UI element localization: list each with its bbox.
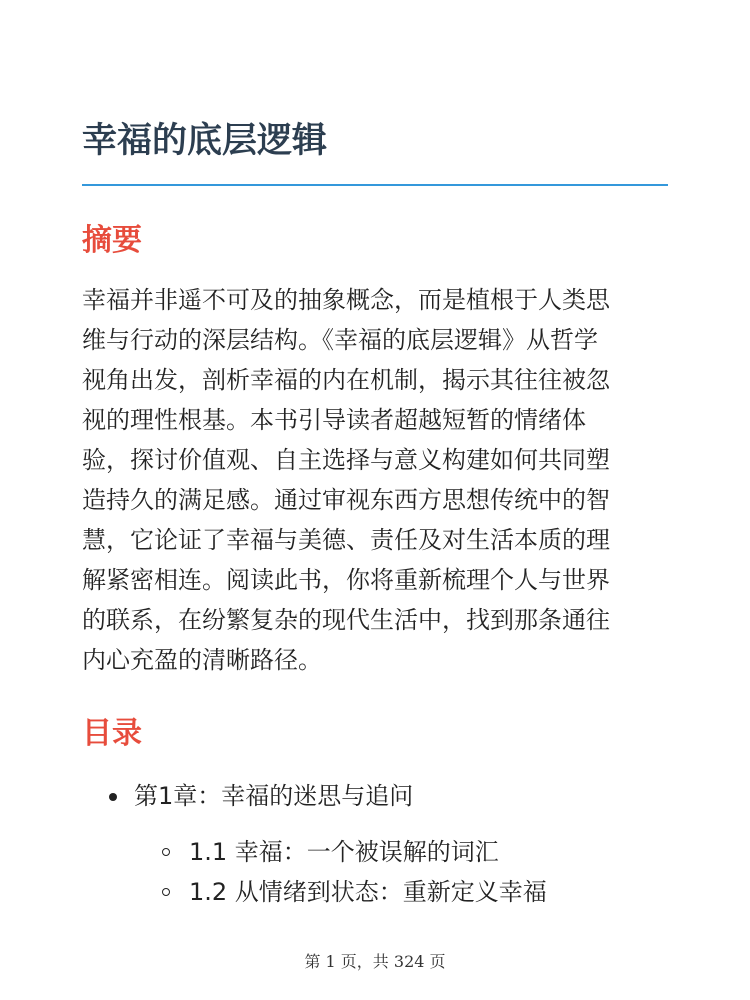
summary-line: 幸福并非遥不可及的抽象概念，而是植根于人类思	[82, 286, 610, 314]
toc-heading: 目录	[82, 716, 142, 751]
summary-paragraph	[82, 280, 668, 680]
toc-section-label: 1.1 幸福：一个被误解的词汇	[189, 838, 499, 866]
summary-line: 解紧密相连。阅读此书，你将重新梳理个人与世界	[82, 566, 610, 594]
summary-line: 造持久的满足感。通过审视东西方思想传统中的智	[82, 486, 610, 514]
toc-section-label: 1.2 从情绪到状态：重新定义幸福	[189, 878, 547, 906]
summary-line: 内心充盈的清晰路径。	[82, 646, 322, 674]
summary-line: 视的理性根基。本书引导读者超越短暂的情绪体	[82, 406, 586, 434]
disc-bullet-icon	[109, 793, 117, 801]
summary-line: 慧，它论证了幸福与美德、责任及对生活本质的理	[82, 526, 610, 554]
toc-section-item[interactable]	[82, 872, 668, 912]
summary-line: 验，探讨价值观、自主选择与意义构建如何共同塑	[82, 446, 610, 474]
circle-bullet-icon	[162, 888, 170, 896]
toc-subsection-list	[82, 832, 668, 912]
toc-chapter-item[interactable]	[82, 776, 668, 906]
toc-list	[82, 776, 668, 906]
circle-bullet-icon	[162, 848, 170, 856]
summary-line: 视角出发，剖析幸福的内在机制，揭示其往往被忽	[82, 366, 610, 394]
summary-line: 的联系，在纷繁复杂的现代生活中，找到那条通往	[82, 606, 610, 634]
document-title: 幸福的底层逻辑	[82, 121, 328, 161]
toc-chapter-label: 第1章：幸福的迷思与追问	[134, 782, 414, 810]
title-divider	[82, 184, 668, 186]
summary-line: 维与行动的深层结构。《幸福的底层逻辑》从哲学	[82, 326, 598, 354]
summary-heading: 摘要	[82, 223, 142, 258]
page-number-footer: 第 1 页，共 324 页	[304, 952, 446, 971]
toc-section-item[interactable]	[82, 832, 668, 872]
